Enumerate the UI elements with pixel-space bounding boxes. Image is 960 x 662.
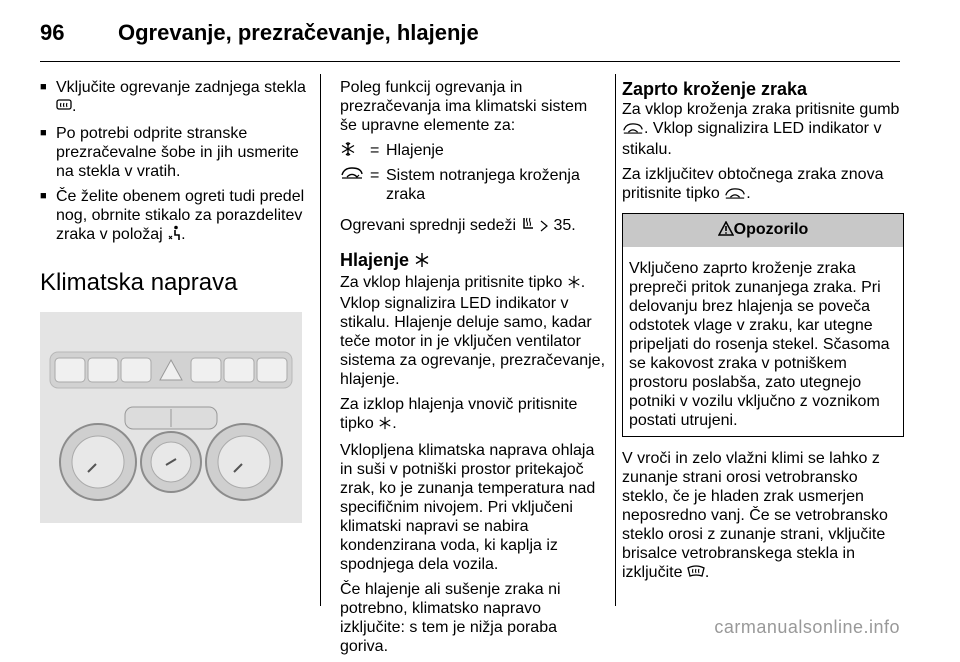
section-heading: Klimatska naprava — [40, 269, 238, 296]
column-divider — [615, 74, 616, 606]
intro-paragraph: Poleg funkcij ogrevanja in prezračevanja ima klimatski sistem še upravne elemente za: — [340, 79, 588, 134]
fogging-paragraph: V vroči in zelo vlažni klimi se lahko z zunanje strani orosi vetrobransko steklo, če je hladen zrak usmerjen neposredno vanj. Če se vetrobransko steklo orosi z zunanje strani, vključite brisalce vetrobranskega stekla in izključite . — [622, 449, 904, 584]
page-header — [40, 18, 479, 48]
windscreen-defrost-icon — [687, 565, 705, 584]
snowflake-icon — [414, 251, 430, 273]
legend-text: Hlajenje — [386, 142, 444, 159]
column-1 — [40, 78, 310, 523]
column-3 — [622, 78, 904, 590]
page-title: Ogrevanje, prezračevanje, hlajenje — [118, 20, 479, 45]
header-rule — [40, 61, 900, 62]
list-item: ■ Po potrebi odprite stranske prezračevalne šobe in jih usmerite na stekla v vratih. — [40, 124, 310, 181]
warning-box — [622, 213, 904, 437]
column-2 — [340, 78, 606, 662]
snowflake-icon — [378, 416, 392, 435]
page-number: 96 — [40, 20, 65, 45]
heated-seats-paragraph: Ogrevani sprednji sedeži 35. — [340, 216, 606, 237]
rear-window-heating-icon — [56, 99, 72, 118]
control-legend — [340, 141, 606, 208]
warning-text: Vključeno zaprto kroženje zraka prepreči pritok zunanjega zraka. Pri delovanju brez hlajenja se poveča odstotek vlage v zraku, kar utegne pripeljati do rosenja stekel. Sčasoma se kakovost zraka v potniškem prostoru poslabša, zato utegnejo potniki v vozilu vključno z voznikom postati utrujeni. — [629, 260, 890, 429]
legend-text: Sistem notranjega kroženja zraka — [386, 167, 580, 203]
column-divider — [320, 74, 321, 606]
climate-control-panel-image — [40, 312, 302, 523]
air-distribution-feet-icon — [167, 225, 181, 246]
cooling-paragraph-4: Če hlajenje ali sušenje zraka ni potrebno, klimatsko napravo izključite: s tem je nižja poraba goriva. — [340, 581, 561, 655]
recirculation-paragraph-2: Za izključitev obtočnega zraka znova pritisnite tipko . — [622, 165, 904, 205]
cooling-heading: Hlajenje — [340, 249, 606, 273]
list-item: ■ Če želite obenem ogreti tudi predel nog, obrnite stikalo za porazdelitev zraka v položaj . — [40, 187, 310, 246]
heated-seat-icon — [521, 216, 535, 237]
warning-header: Opozorilo — [623, 214, 903, 247]
cooling-paragraph-3: Vklopljena klimatska naprava ohlaja in suši v potniški prostor pritekajoč zrak, ko je zunanja temperatura nad specifičnim nivojem. Pri vključeni klimatski napravi se nabira kondenzirana voda, ki kaplja iz spodnjega dela vozila. — [340, 442, 596, 573]
recirculation-paragraph-1: Za vklop kroženja zraka pritisnite gumb . Vklop signalizira LED indikator v stikalu. — [622, 101, 900, 158]
legend-equals: = — [370, 142, 380, 159]
watermark: carmanualsonline.info — [714, 617, 900, 637]
bullet-list — [40, 78, 310, 246]
cooling-paragraph-2: Za izklop hlajenja vnovič pritisnite tipko . — [340, 395, 606, 435]
page-reference-icon — [539, 218, 549, 237]
recirculation-icon — [340, 166, 370, 204]
snowflake-icon — [567, 275, 581, 294]
snowflake-icon — [340, 141, 370, 162]
legend-equals: = — [370, 167, 380, 184]
recirculation-icon — [724, 186, 746, 205]
recirculation-heading: Zaprto kroženje zraka — [622, 79, 808, 99]
recirculation-icon — [622, 121, 644, 140]
warning-triangle-icon — [718, 221, 734, 241]
cooling-paragraph-1: Za vklop hlajenja pritisnite tipko . Vklop signalizira LED indikator v stikalu. Hlajenje deluje samo, kadar teče motor in je vključen ventilator sistema za ogrevanje, prezračevanje, hlajenje. — [340, 274, 606, 388]
list-item: ■ Vključite ogrevanje zadnjega stekla . — [40, 78, 310, 118]
